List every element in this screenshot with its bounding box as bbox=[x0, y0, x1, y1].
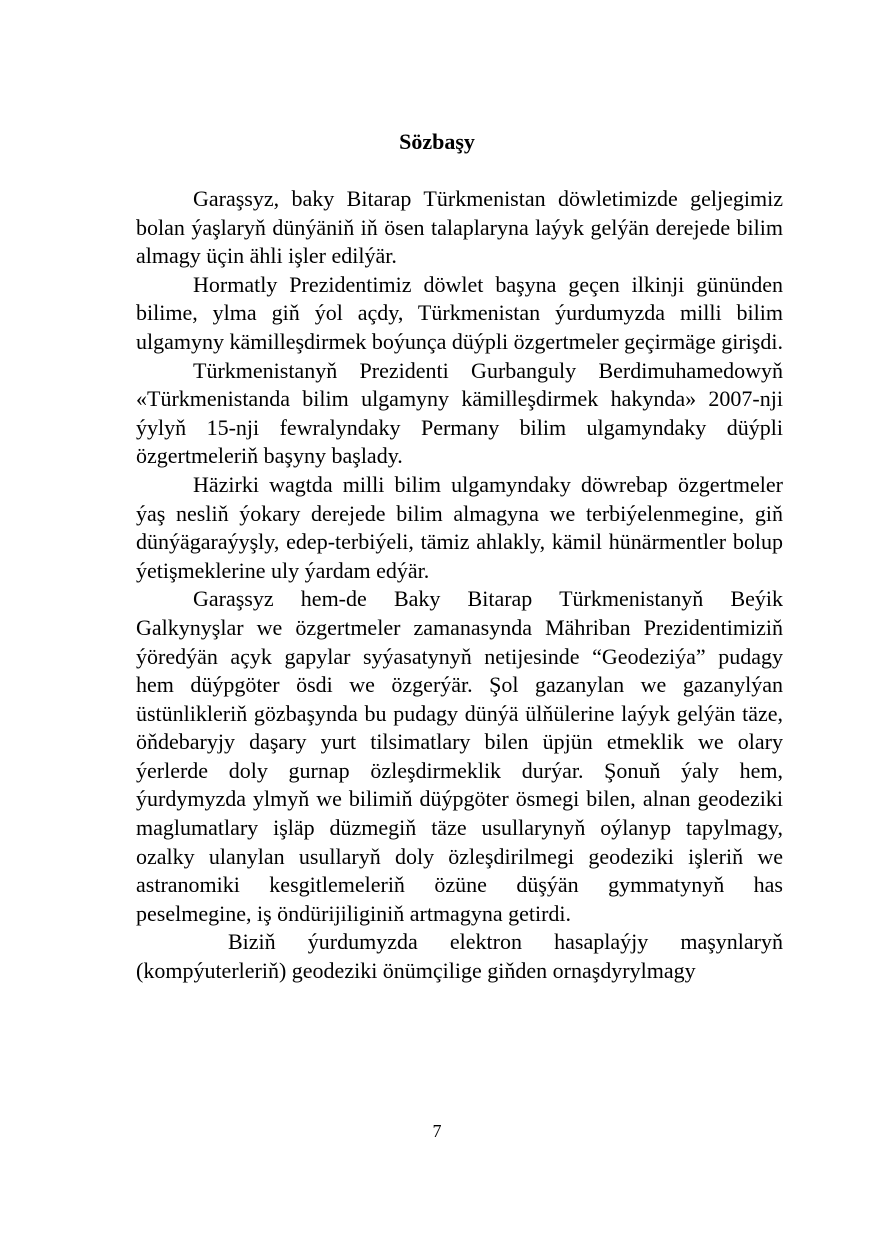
page-title: Sözbaşy bbox=[399, 129, 475, 154]
body-text bbox=[136, 185, 783, 986]
paragraph-1: Garaşsyz, baky Bitarap Türkmenistan döwletimizde geljegimiz bolan ýaşlaryň dünýäniň iň ösen talaplaryna laýyk gelýän derejede bilim almagy üçin ähli işler edilýär. bbox=[136, 186, 783, 269]
paragraph-5: Garaşsyz hem-de Baky Bitarap Türkmenistanyň Beýik Galkynyşlar we özgertmeler zamanasynda Mähriban Prezidentimiziň ýöredýän açyk gapylar syýasatynyň netijesinde “Geodeziýa” pudagy hem düýpgöter ösdi we özgerýär. Şol gazanylan we gazanylýan üstünlikleriň gözbaşynda bu pudagy dünýä ülňülerine laýyk gelýän täze, öňdebaryjy daşary yurt tilsimatlary bilen üpjün etmeklik we olary ýerlerde doly gurnap özleşdirmeklik durýar. Şonuň ýaly hem, ýurdymyzda ylmyň we bilimiň düýpgöter ösmegi bilen, alnan geodeziki maglumatlary işläp düzmegiň täze usullarynyň oýlanyp tapylmagy, ozalky ulanylan usullaryň doly özleşdirilmegi geodeziki işleriň we astranomiki kesgitlemeleriň özüne düşýän gymmatynyň has peselmegine, iş öndürijiliginiň artmagyna getirdi. bbox=[136, 586, 783, 926]
paragraph-3: Türkmenistanyň Prezidenti Gurbanguly Berdimuhamedowyň «Türkmenistanda bilim ulgamyny kämilleşdirmek hakynda» 2007-nji ýylyň 15-nji fewralyndaky Permany bilim ulgamyndaky düýpli özgertmeleriň başyny başlady. bbox=[136, 357, 783, 469]
paragraph-2: Hormatly Prezidentimiz döwlet başyna geçen ilkinji gününden bilime, ylma giň ýol açdy, Türkmenistan ýurdumyzda milli bilim ulgamyny kämilleşdirmek boýunça düýpli özgertmeler geçirmäge girişdi. bbox=[136, 271, 783, 354]
paragraph-6: Biziň ýurdumyzda elektron hasaplaýjy maşynlaryň (kompýuterleriň) geodeziki önümçilige giňden ornaşdyrylmagy bbox=[136, 929, 783, 984]
page-number: 7 bbox=[432, 1121, 442, 1141]
paragraph-4: Häzirki wagtda milli bilim ulgamyndaky döwrebap özgertmeler ýaş nesliň ýokary derejede bilim almagyna we terbiýelenmegine, giň dünýägaraýyşly, edep-terbiýeli, tämiz ahlakly, kämil hünärmentler bolup ýetişmeklerine uly ýardam edýär. bbox=[136, 471, 783, 583]
